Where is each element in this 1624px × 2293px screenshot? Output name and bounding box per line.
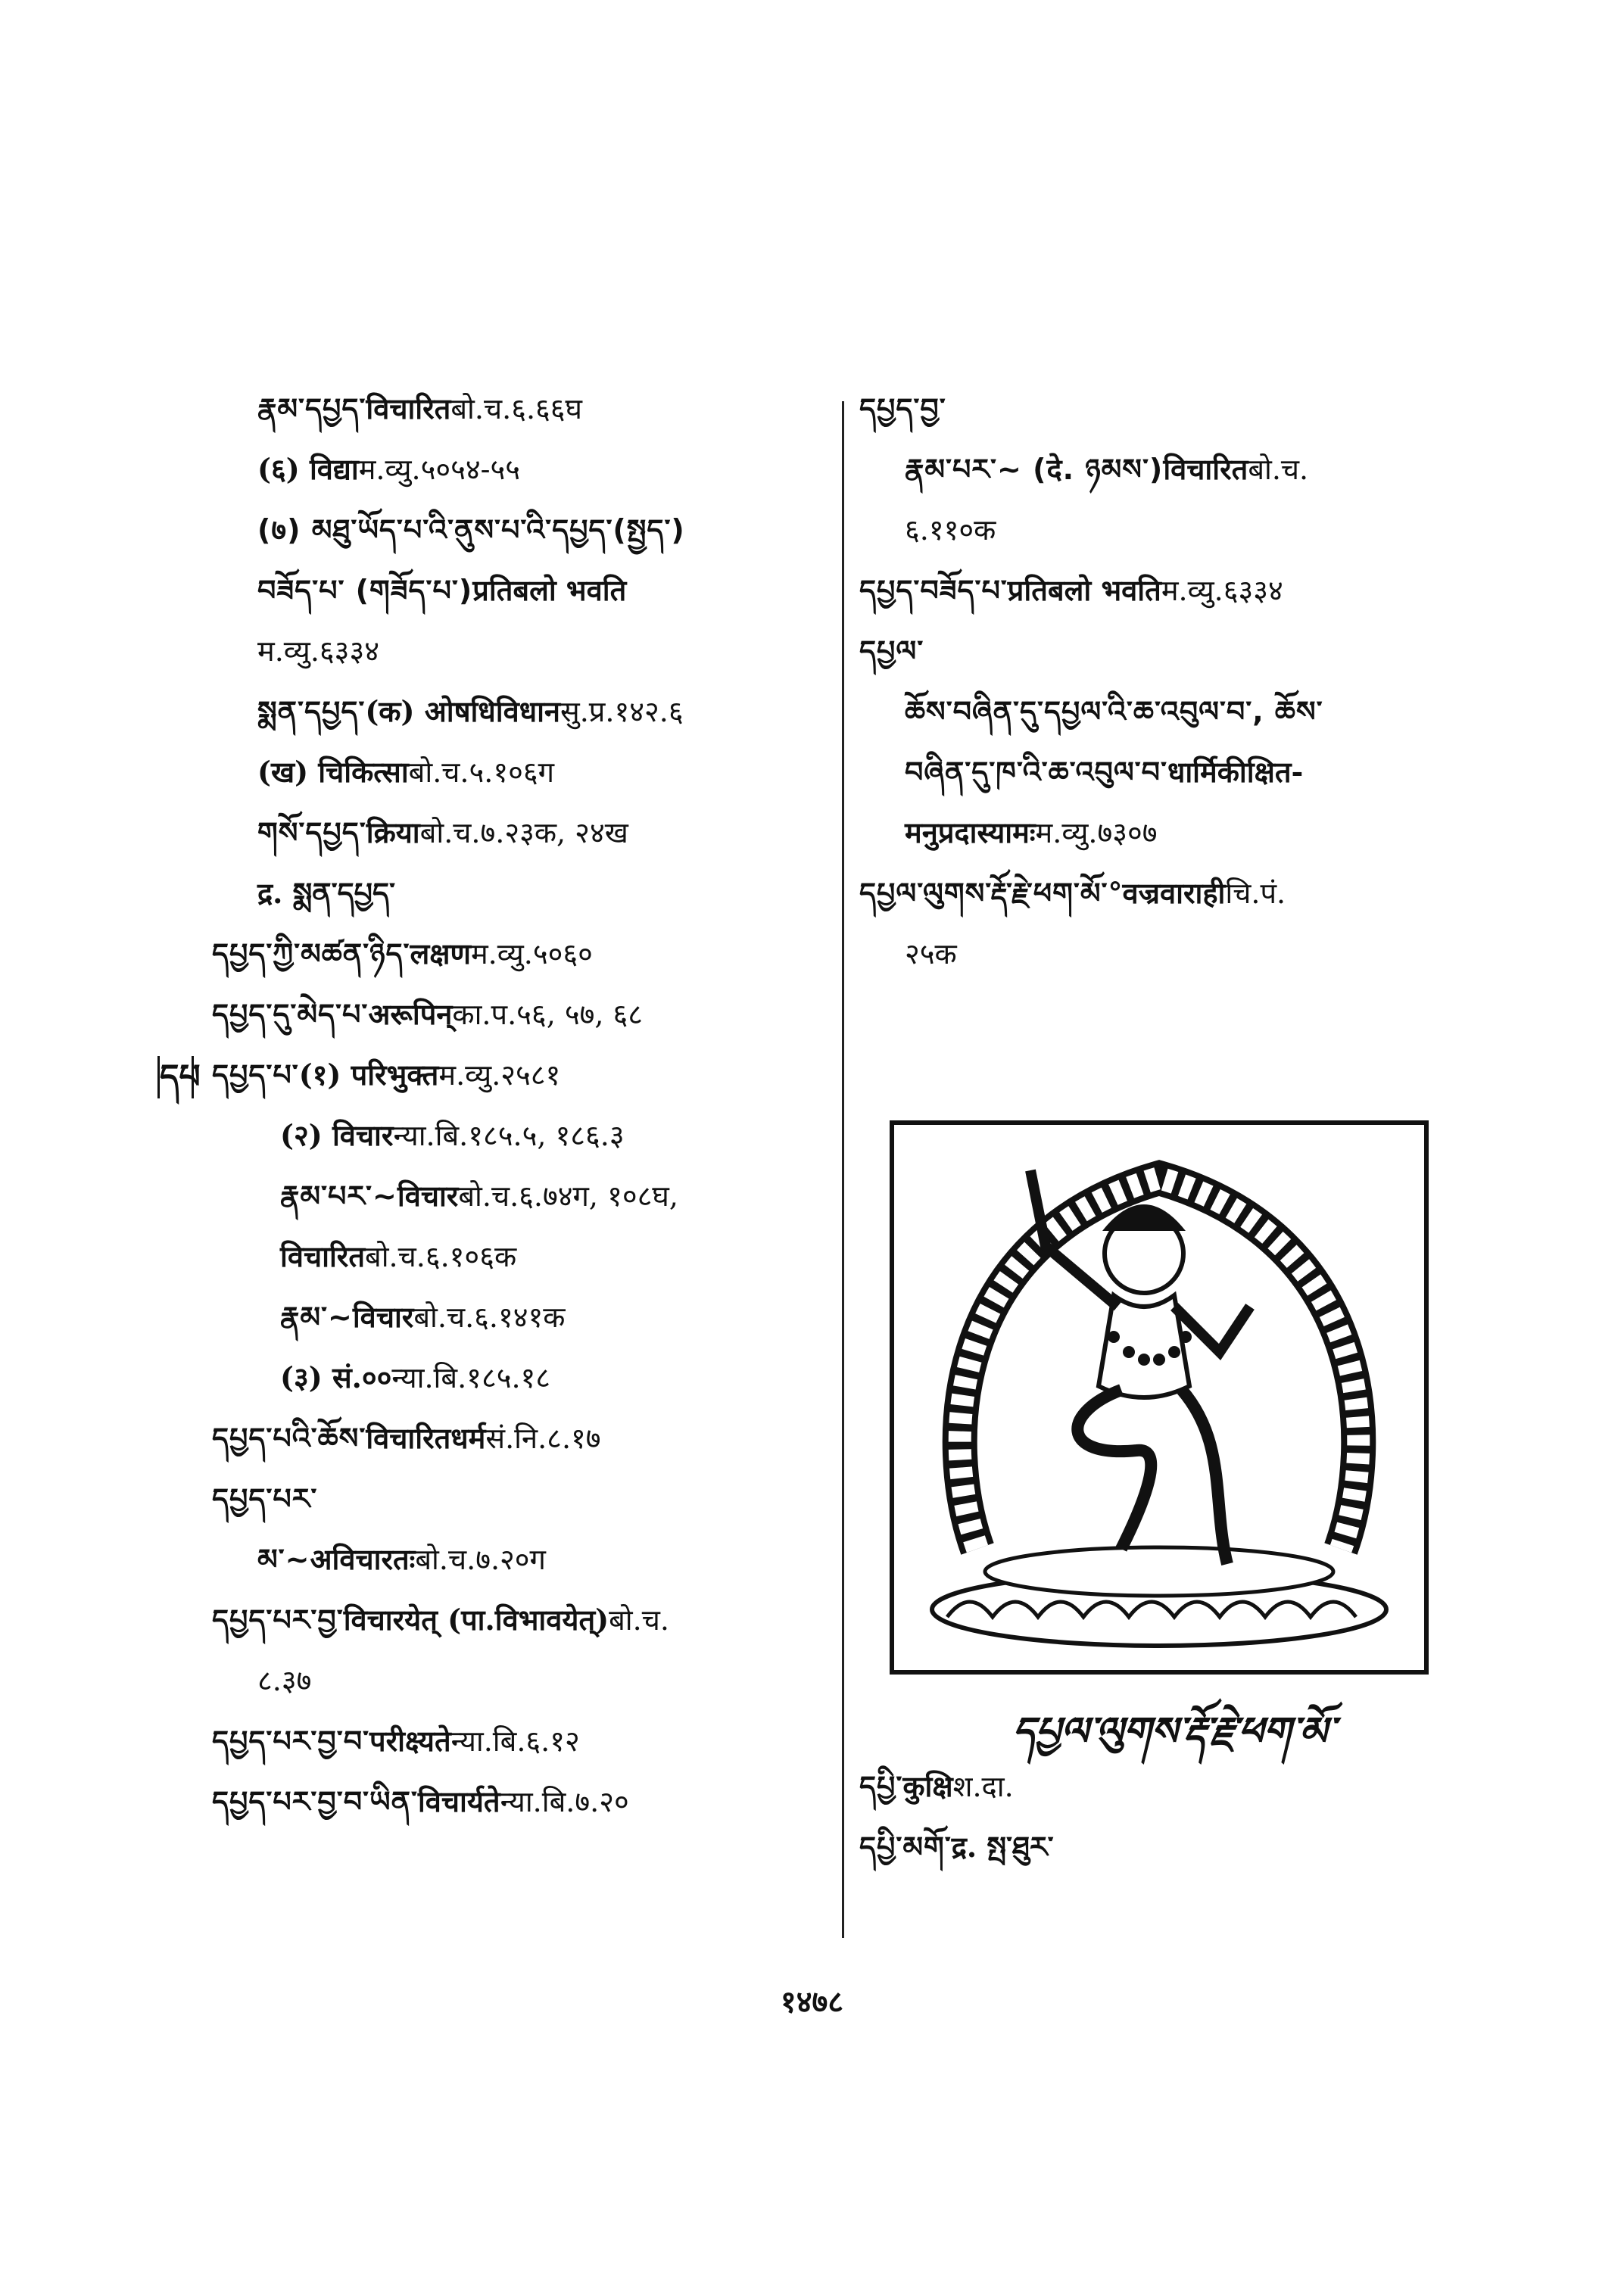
- dictionary-entry: [212, 1287, 833, 1347]
- sanskrit-equivalent: क्रिया: [366, 815, 420, 849]
- tibetan-headword: དཔྱད་པར་བྱ་: [212, 1603, 344, 1637]
- dictionary-entry: [212, 1045, 833, 1105]
- sanskrit-equivalent: (२) विचार: [280, 1118, 394, 1152]
- sanskrit-equivalent: विचार: [397, 1179, 459, 1213]
- sanskrit-equivalent: (क) ओषधिविधान: [365, 694, 561, 728]
- deity-figure-drawing: [894, 1125, 1424, 1670]
- source-reference: म.व्यु.७३०७: [1035, 816, 1158, 849]
- dictionary-entry: [212, 379, 833, 439]
- source-reference: बो.च.६.१४१क: [413, 1301, 566, 1334]
- sanskrit-equivalent: विचारितधर्म: [366, 1421, 486, 1455]
- tibetan-headword: དཔྱི་མགོ་: [859, 1830, 952, 1864]
- source-reference: बो.च.५.१०६ग: [408, 756, 555, 789]
- sanskrit-equivalent: लक्षण: [410, 936, 471, 970]
- margin-index-tab: དཔ: [157, 1056, 194, 1098]
- dictionary-entry: [212, 1105, 833, 1166]
- source-reference: म.व्यु.२५८१: [438, 1058, 561, 1092]
- tibetan-headword: དཔྱད་དུ་མེད་པ་: [212, 998, 369, 1031]
- dictionary-entry: [859, 1817, 1465, 1877]
- tibetan-headword: དཔྱད་བཟོད་པ་: [859, 574, 1008, 607]
- dictionary-entry: [212, 1166, 833, 1226]
- dictionary-entry: [212, 681, 833, 742]
- source-reference: २५क: [905, 937, 957, 970]
- sanskrit-equivalent: अविचारतः: [310, 1542, 416, 1576]
- sanskrit-equivalent: धार्मिकीक्षित-: [1167, 755, 1304, 789]
- dictionary-entry: [859, 802, 1465, 863]
- sanskrit-equivalent: (६) विद्या: [257, 452, 359, 486]
- right-column-after-figure: [859, 1756, 1465, 1877]
- dictionary-entry: [859, 560, 1465, 621]
- page-number: १४७८: [780, 1984, 844, 2020]
- source-reference: न्या.बि.१८५.५, १८६.३: [393, 1119, 625, 1152]
- dictionary-entry: [859, 621, 1465, 681]
- source-reference: सं.नि.८.१७: [485, 1422, 601, 1455]
- dictionary-entry: [212, 1469, 833, 1529]
- tibetan-headword: དཔྱད་པར་བྱ་བ་: [212, 1724, 370, 1758]
- dictionary-entry: [212, 560, 833, 621]
- dictionary-entry: [859, 379, 1465, 439]
- source-reference: न्या.बि.७.२०: [500, 1785, 629, 1818]
- dictionary-entry: [212, 1590, 833, 1650]
- source-reference: चि.पं.: [1225, 877, 1286, 910]
- source-reference: बो.च.६.१०६क: [365, 1240, 517, 1273]
- dictionary-entry: [212, 1226, 833, 1287]
- sanskrit-equivalent: द्र. སྤ་ཐུར་: [951, 1830, 1054, 1864]
- source-reference: म.व्यु.६३३४: [257, 634, 379, 668]
- tibetan-headword: དཔྱལ་ལུགས་རྡོ་རྗེ་ཕག་མོ་: [859, 877, 1108, 910]
- source-reference: न्या.बि.१८५.१८: [391, 1361, 551, 1394]
- tibetan-headword: ཆོས་བཞིན་དུ་དཔྱལ་འི་ཆ་འབུལ་བ་, ཆོས་: [905, 695, 1323, 728]
- left-column: [212, 379, 833, 1832]
- vajravarahi-illustration: [890, 1120, 1429, 1675]
- source-reference: ६.११०क: [905, 513, 996, 547]
- dictionary-entry: [859, 742, 1465, 802]
- source-reference: बो.च.७.२३क, २४ख: [419, 816, 628, 849]
- dictionary-entry: [212, 1347, 833, 1408]
- tibetan-headword: དཔྱི་: [859, 1770, 903, 1803]
- source-reference: ८.३७: [257, 1664, 312, 1697]
- source-reference: न्या.बि.६.१२: [450, 1724, 580, 1758]
- dictionary-entry: [212, 742, 833, 802]
- dictionary-entry: [859, 924, 1465, 984]
- source-reference: का.प.५६, ५७, ६८: [452, 998, 644, 1031]
- sanskrit-equivalent: विचारित: [366, 391, 451, 425]
- sanskrit-equivalent: (१) परिभुक्त: [298, 1058, 439, 1092]
- dictionary-entry: [212, 1650, 833, 1711]
- dictionary-entry: [859, 681, 1465, 742]
- figure-caption: དཔྱལ་ལུགས་རྡོ་རྗེ་ཕག་མོ་: [1011, 1709, 1336, 1755]
- dictionary-entry: [212, 1529, 833, 1590]
- source-reference: सु.प्र.१४२.६: [560, 695, 684, 728]
- dictionary-entry: [859, 1756, 1465, 1817]
- source-reference: बो.च.६.६६घ: [450, 392, 583, 425]
- tibetan-headword: གསོ་དཔྱད་: [257, 816, 366, 849]
- sanskrit-equivalent: कुक्षि: [902, 1769, 953, 1803]
- source-reference: बो.च.: [609, 1603, 669, 1637]
- source-reference: श.दा.: [952, 1770, 1014, 1803]
- sanskrit-equivalent: विचारित: [1163, 452, 1248, 486]
- tibetan-headword: རྣམ་དཔྱད་: [257, 392, 366, 425]
- dictionary-entry: [859, 500, 1465, 560]
- dictionary-entry: [859, 439, 1465, 500]
- source-reference: बो.च.६.७४ग, १०८घ,: [458, 1179, 678, 1213]
- sanskrit-equivalent: °वज्रवाराही: [1108, 876, 1226, 910]
- dictionary-entry: [212, 439, 833, 500]
- tibetan-headword: (७) མཐུ་ཡོད་པ་འི་ནུས་པ་འི་དཔྱད་(སྤྱད་): [257, 513, 685, 547]
- tibetan-headword: སྨན་དཔྱད་: [257, 695, 366, 728]
- tibetan-headword: བཞིན་དུ་ཁ་འི་ཆ་འབུལ་བ་: [905, 756, 1167, 789]
- sanskrit-equivalent: विचारयेत् (पा.विभावयेत्): [343, 1603, 609, 1637]
- dictionary-entry: [212, 924, 833, 984]
- tibetan-headword: རྣམ་པར་~ (दे. ཉམས་): [905, 453, 1164, 486]
- tibetan-headword: དཔྱད་པར་བྱ་བ་ཡིན་: [212, 1785, 418, 1818]
- tibetan-headword: དཔྱད་བྱ་: [859, 392, 946, 425]
- tibetan-headword: དཔྱད་པའི་ཆོས་: [212, 1422, 366, 1455]
- source-reference: म.व्यु.६३३४: [1161, 574, 1283, 607]
- sanskrit-equivalent: मनुप्रदास्यामः: [905, 815, 1036, 849]
- source-reference: म.व्यु.५०५४-५५: [358, 453, 521, 486]
- source-reference: बो.च.: [1248, 453, 1309, 486]
- sanskrit-equivalent: प्रतिबलो भवति: [1007, 573, 1161, 607]
- tibetan-headword: རྣམ་པར་~: [280, 1179, 397, 1213]
- dictionary-entry: [859, 863, 1465, 924]
- dictionary-entry: [212, 984, 833, 1045]
- dictionary-entry: [212, 802, 833, 863]
- tibetan-headword: མ་~: [257, 1543, 310, 1576]
- tibetan-headword: རྣམ་~: [280, 1301, 353, 1334]
- dictionary-entry: [212, 1771, 833, 1832]
- tibetan-headword: དཔྱལ་: [859, 634, 924, 668]
- tibetan-headword: དཔྱད་པ་: [212, 1058, 299, 1092]
- source-reference: म.व्यु.५०६०: [470, 937, 593, 970]
- sanskrit-equivalent: अरूपिन्: [368, 997, 453, 1031]
- dictionary-entry: [212, 1711, 833, 1771]
- sanskrit-equivalent: प्रतिबलो भवति: [472, 573, 627, 607]
- tibetan-headword: དཔྱད་པར་: [212, 1482, 318, 1516]
- sanskrit-equivalent: विचार्यते: [417, 1784, 500, 1818]
- dictionary-entry: [212, 621, 833, 681]
- tibetan-headword: བཟོད་པ་ (གཟོད་པ་): [257, 574, 473, 607]
- sanskrit-equivalent: द्र. སྨན་དཔྱད་: [257, 876, 395, 910]
- dictionary-entry: [212, 863, 833, 924]
- sanskrit-equivalent: परीक्ष्यते: [369, 1724, 451, 1758]
- sanskrit-equivalent: विचारित: [280, 1239, 365, 1273]
- tibetan-headword: དཔྱད་ཀྱི་མཚན་ཉིད་: [212, 937, 410, 970]
- sanskrit-equivalent: (ख) चिकित्सा: [257, 755, 409, 789]
- dictionary-entry: [212, 1408, 833, 1469]
- sanskrit-equivalent: विचार: [352, 1300, 414, 1334]
- column-divider: [842, 401, 844, 1938]
- dictionary-entry: [212, 500, 833, 560]
- source-reference: बो.च.७.२०ग: [415, 1543, 546, 1576]
- sanskrit-equivalent: (३) सं.००: [280, 1360, 392, 1394]
- right-column: [859, 379, 1465, 984]
